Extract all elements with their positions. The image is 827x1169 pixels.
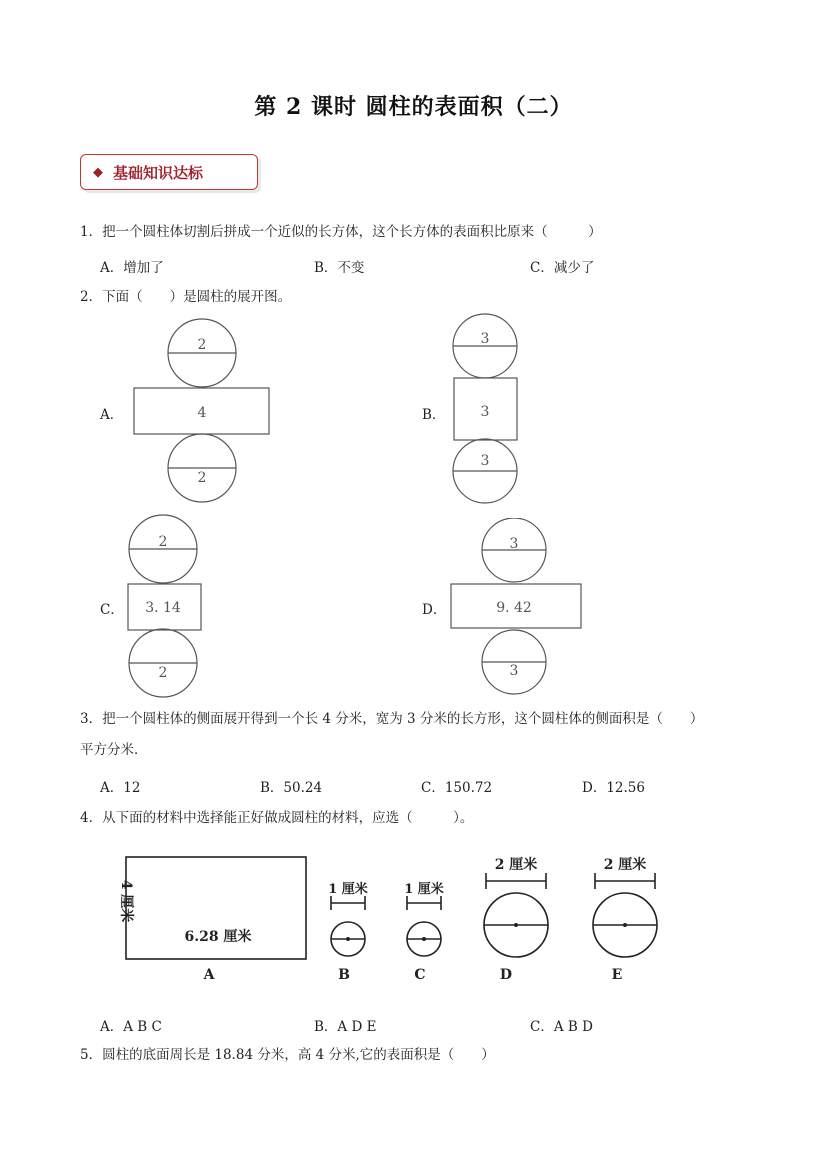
q4-option-b: B．A D E [314, 1019, 377, 1035]
question-3-line1: 3．把一个圆柱体的侧面展开得到一个长 4 分米，宽为 3 分米的长方形，这个圆柱体的侧面积是（ ） [80, 711, 704, 727]
cylinder-net-a [130, 318, 275, 504]
q2-option-a-label: A． [100, 407, 124, 423]
q3-option-d: D．12.56 [582, 780, 645, 796]
net-d-top-label: 3 [509, 536, 519, 552]
section-label: 基础知识达标 [113, 163, 204, 182]
q4-option-c: C．A B D [530, 1019, 593, 1035]
d-dim-label: 2 厘米 [494, 857, 538, 873]
net-b-top-label: 3 [480, 331, 490, 347]
net-a-top-label: 2 [197, 337, 207, 353]
net-d-bottom-label: 3 [509, 663, 519, 679]
net-c-top-label: 2 [158, 534, 168, 550]
material-label-a: A [203, 967, 215, 983]
question-2: 2．下面（ ）是圆柱的展开图。 [80, 289, 292, 305]
question-1: 1．把一个圆柱体切割后拼成一个近似的长方体，这个长方体的表面积比原来（ ） [80, 224, 602, 240]
q3-option-c: C．150.72 [421, 780, 493, 796]
cylinder-net-c [125, 514, 205, 700]
cylinder-net-d [448, 518, 586, 698]
net-d-mid-label: 9. 42 [496, 600, 532, 616]
section-header [80, 154, 258, 190]
q2-option-d-label: D． [422, 602, 447, 618]
diamond-icon: ◆ [93, 164, 103, 180]
q3-option-b: B．50.24 [260, 780, 323, 796]
net-a-bottom-label: 2 [197, 470, 207, 486]
question-4: 4．从下面的材料中选择能正好做成圆柱的材料，应选（ ）。 [80, 810, 474, 826]
cylinder-net-b [450, 312, 522, 506]
net-a-mid-label: 4 [197, 405, 207, 421]
q1-option-a: A．增加了 [100, 260, 164, 276]
q1-option-c: C．减少了 [530, 260, 595, 276]
question-5: 5．圆柱的底面周长是 18.84 分米，高 4 分米,它的表面积是（ ） [80, 1047, 495, 1063]
q4-option-a: A．A B C [100, 1019, 162, 1035]
q1-option-b: B．不变 [314, 260, 365, 276]
net-c-mid-label: 3. 14 [145, 600, 181, 616]
net-b-mid-label: 3 [480, 404, 490, 420]
materials-figure [100, 845, 680, 990]
q2-option-c-label: C． [100, 602, 124, 618]
question-3-line2: 平方分米． [80, 742, 148, 758]
net-b-bottom-label: 3 [480, 453, 490, 469]
page-title: 第 2 课时 圆柱的表面积（二） [254, 94, 573, 120]
c-dim-label: 1 厘米 [404, 882, 444, 897]
rect-width-label: 6.28 厘米 [184, 929, 252, 945]
b-dim-label: 1 厘米 [328, 882, 368, 897]
rect-height-label: 4 厘米 [118, 879, 134, 923]
material-label-c: C [414, 967, 426, 983]
q2-option-b-label: B． [422, 407, 446, 423]
material-label-b: B [338, 967, 350, 983]
q3-option-a: A．12 [100, 780, 141, 796]
material-label-d: D [499, 967, 513, 983]
e-dim-label: 2 厘米 [603, 857, 647, 873]
material-label-e: E [611, 967, 623, 983]
net-c-bottom-label: 2 [158, 665, 168, 681]
